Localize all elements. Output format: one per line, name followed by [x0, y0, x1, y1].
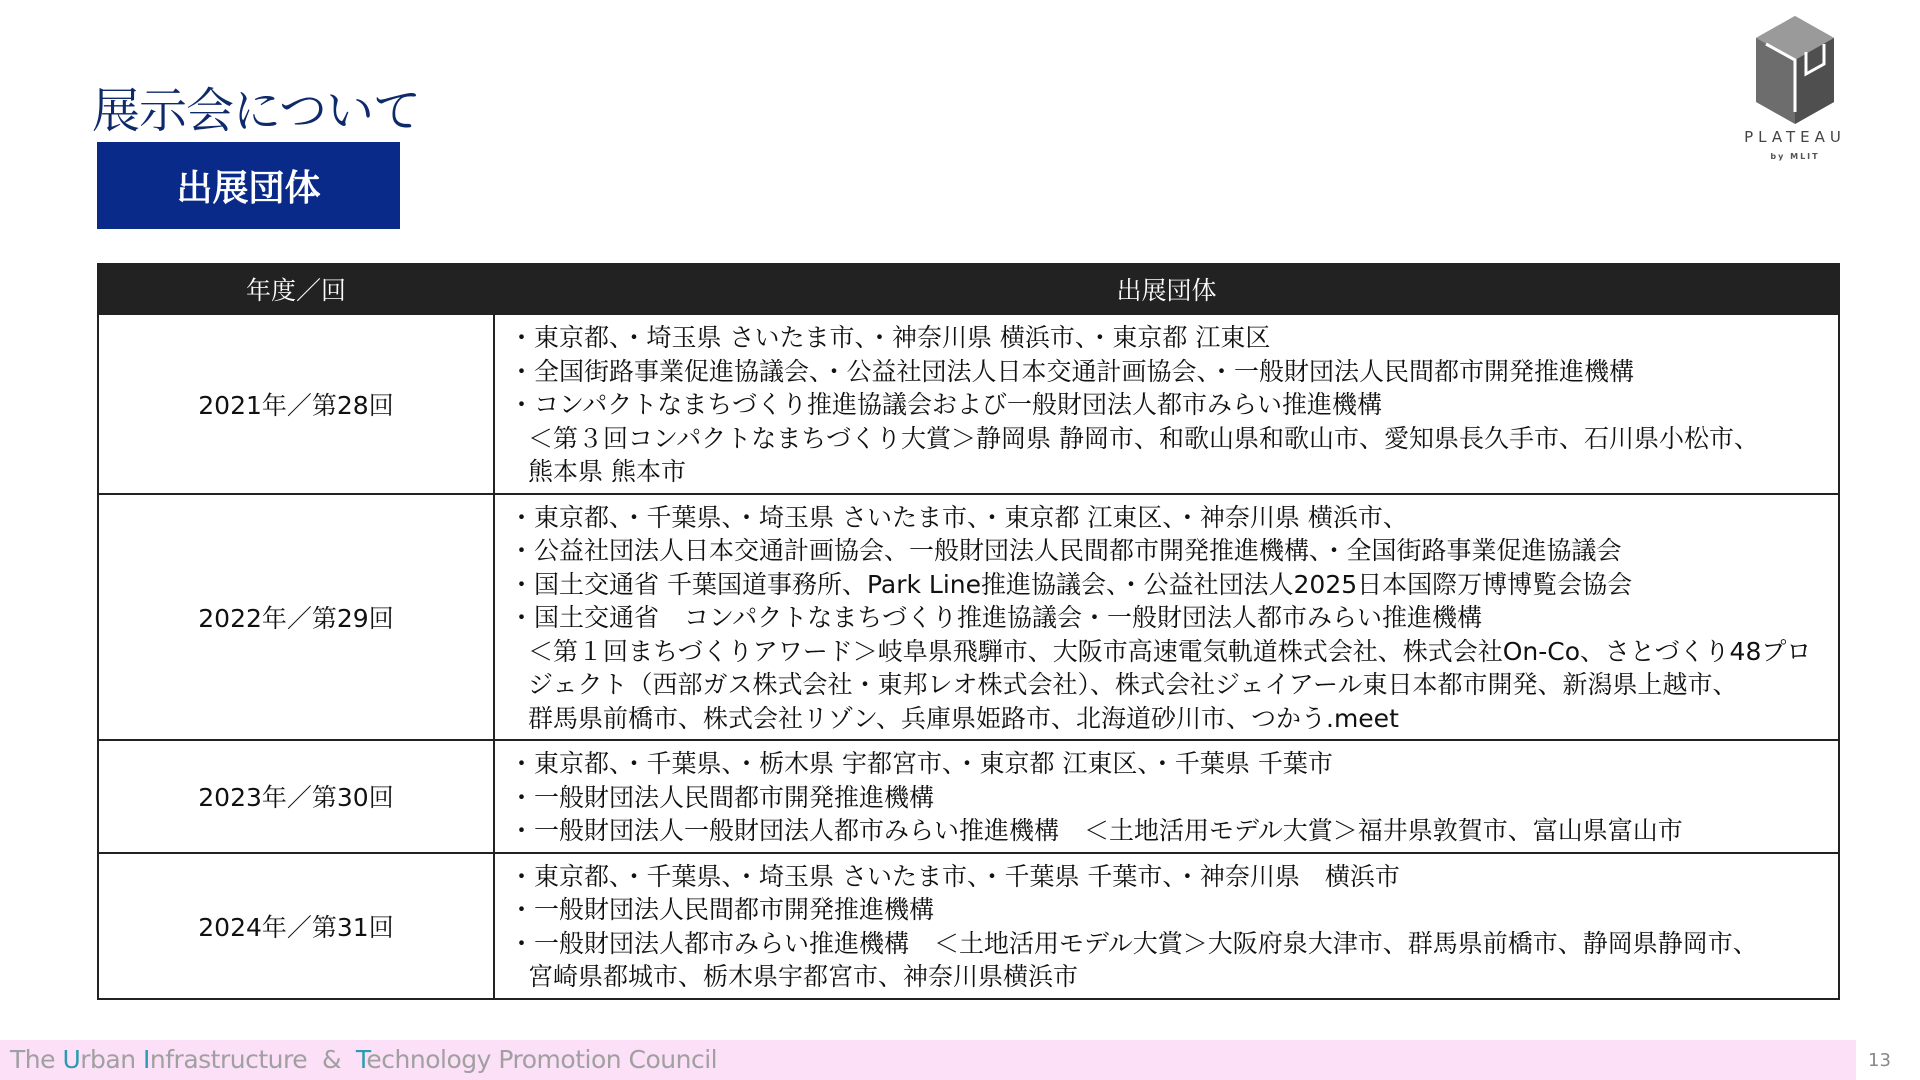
- footer-text-part: The: [10, 1045, 63, 1074]
- logo-wordmark: PLATEAU: [1744, 128, 1846, 146]
- exhibitor-line: ・東京都、・千葉県、・栃木県 宇都宮市、・東京都 江東区、・千葉県 千葉市: [509, 749, 1333, 778]
- exhibitor-line: ジェクト（西部ガス株式会社・東邦レオ株式会社）、株式会社ジェイアール東日本都市開発、新潟県上越市、: [528, 670, 1738, 699]
- exhibitor-line: ＜第３回コンパクトなまちづくり大賞＞静岡県 静岡市、和歌山県和歌山市、愛知県長久手市、石川県小松市、: [528, 423, 1759, 453]
- year-cell: 2024年／第31回: [98, 853, 494, 999]
- table-row: [98, 314, 1839, 494]
- footer-text-part: nfrastructure &: [149, 1045, 356, 1074]
- footer-text-part: rban: [80, 1045, 144, 1074]
- exhibitor-line: ・一般財団法人都市みらい推進機構 ＜土地活用モデル大賞＞大阪府泉大津市、群馬県前橋市、静岡県静岡市、: [509, 928, 1758, 958]
- footer-bar: [0, 1040, 1856, 1080]
- exhibitor-line: ・一般財団法人民間都市開発推進機構: [509, 782, 935, 812]
- footer-organization: [10, 1045, 717, 1074]
- header-year: 年度／回: [98, 264, 494, 314]
- exhibitor-line: ・国土交通省 千葉国道事務所、Park Line推進協議会、・公益社団法人2025日本国際万博博覧会協会: [509, 569, 1633, 599]
- exhibitor-line: 宮崎県都城市、栃木県宇都宮市、神奈川県横浜市: [528, 962, 1079, 991]
- plateau-logo: [1730, 16, 1860, 166]
- exhibitors-cell: [494, 853, 1839, 999]
- exhibitors-table: [97, 263, 1840, 1000]
- table-row: [98, 494, 1839, 741]
- year-cell: 2023年／第30回: [98, 740, 494, 853]
- exhibitor-line: ＜第１回まちづくりアワード＞岐阜県飛騨市、大阪市高速電気軌道株式会社、株式会社On-Co、さとづくり48プロ: [528, 636, 1812, 666]
- exhibitor-line: ・東京都、・千葉県、・埼玉県 さいたま市、・千葉県 千葉市、・神奈川県 横浜市: [509, 861, 1400, 891]
- exhibitor-line: ・国土交通省 コンパクトなまちづくり推進協議会・一般財団法人都市みらい推進機構: [509, 603, 1483, 632]
- exhibitor-line: ・東京都、・埼玉県 さいたま市、・神奈川県 横浜市、・東京都 江東区: [509, 323, 1271, 352]
- exhibitor-line: ・全国街路事業促進協議会、・公益社団法人日本交通計画協会、・一般財団法人民間都市開発推進機構: [509, 356, 1635, 386]
- footer-text-part: echnology Promotion Council: [366, 1045, 718, 1074]
- exhibitor-line: 群馬県前橋市、株式会社リゾン、兵庫県姫路市、北海道砂川市、つかう.meet: [528, 703, 1399, 733]
- logo-subtext: by MLIT: [1770, 152, 1820, 161]
- page-title: 展示会について: [92, 83, 421, 140]
- exhibitor-line: ・東京都、・千葉県、・埼玉県 さいたま市、・東京都 江東区、・神奈川県 横浜市、: [509, 502, 1408, 532]
- exhibitor-line: 熊本県 熊本市: [528, 457, 686, 486]
- plateau-cube-icon: [1756, 16, 1834, 124]
- footer-text-highlight: I: [143, 1045, 150, 1074]
- table-row: [98, 740, 1839, 853]
- year-cell: 2022年／第29回: [98, 494, 494, 741]
- exhibitor-line: ・公益社団法人日本交通計画協会、一般財団法人民間都市開発推進機構、・全国街路事業促進協議会: [509, 536, 1622, 565]
- footer-text-highlight: U: [62, 1045, 81, 1074]
- table-row: [98, 853, 1839, 999]
- footer-text-highlight: T: [355, 1045, 367, 1074]
- section-label: 出展団体: [97, 142, 400, 229]
- exhibitors-cell: [494, 314, 1839, 494]
- table-header-row: [98, 264, 1839, 314]
- year-cell: 2021年／第28回: [98, 314, 494, 494]
- exhibitors-cell: [494, 740, 1839, 853]
- exhibitor-line: ・一般財団法人民間都市開発推進機構: [509, 895, 935, 924]
- exhibitor-line: ・一般財団法人一般財団法人都市みらい推進機構 ＜土地活用モデル大賞＞福井県敦賀市、富山県富山市: [509, 816, 1683, 845]
- page-number: 13: [1868, 1050, 1891, 1071]
- exhibitors-cell: [494, 494, 1839, 741]
- exhibitor-line: ・コンパクトなまちづくり推進協議会および一般財団法人都市みらい推進機構: [509, 390, 1383, 419]
- header-exhibitors: 出展団体: [494, 264, 1839, 314]
